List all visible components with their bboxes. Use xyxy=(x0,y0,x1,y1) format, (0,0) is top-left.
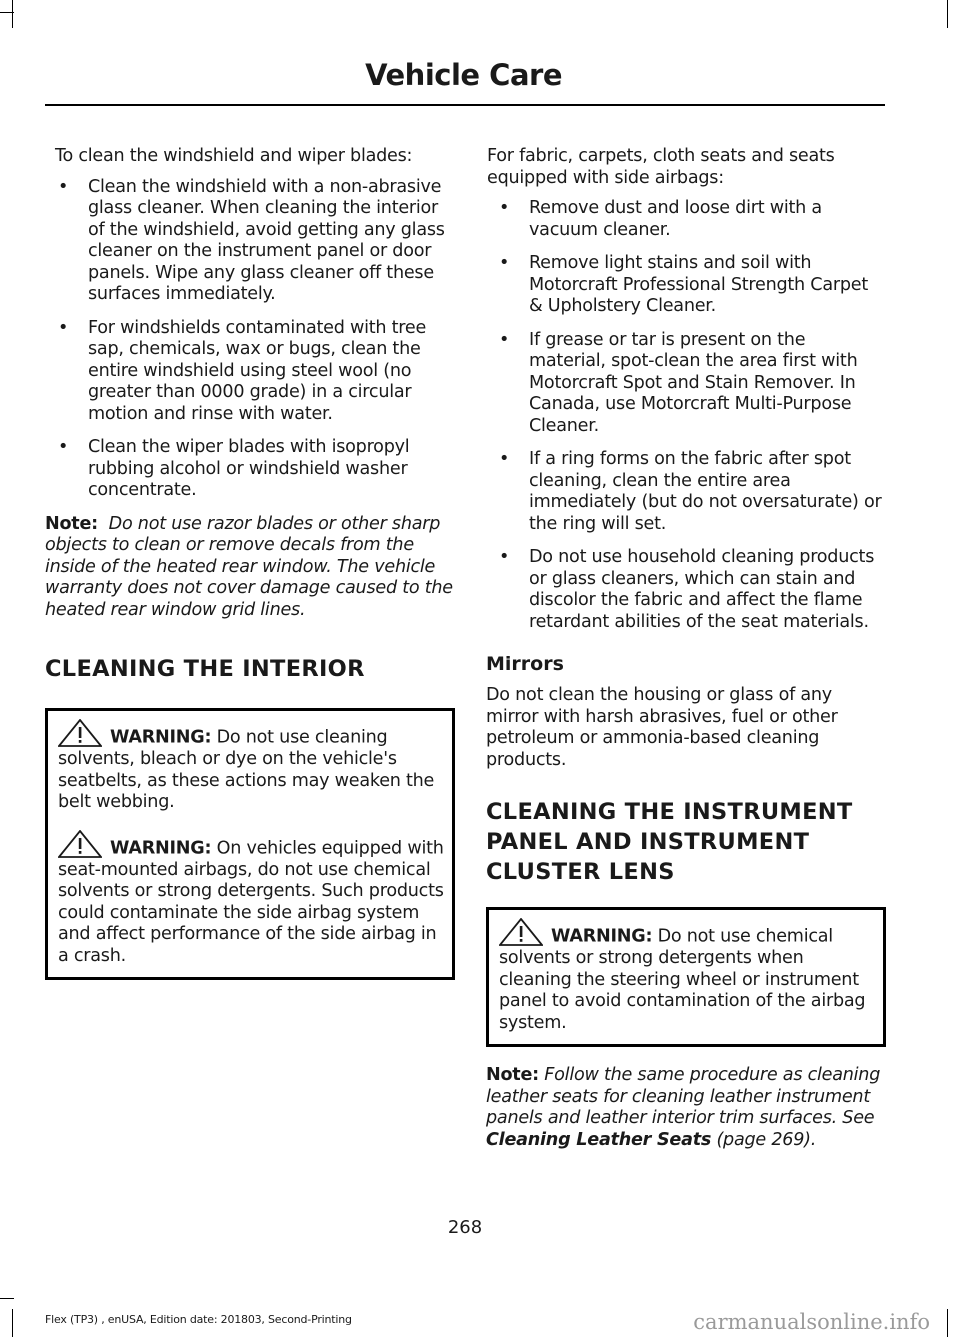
crop-mark xyxy=(12,1309,13,1337)
bullet-icon: • xyxy=(499,253,510,273)
right-column xyxy=(486,146,886,1151)
page-number: 268 xyxy=(447,1217,483,1238)
page-title: Vehicle Care xyxy=(365,58,562,92)
fabric-bullet-list xyxy=(486,198,886,633)
list-item: • Remove light stains and soil with Motorcraft Professional Strength Carpet & Upholstery Cleaner. xyxy=(499,253,868,316)
rear-window-note: Note: Do not use razor blades or other sharp objects to clean or remove decals from the inside of the heated rear window. The vehicle warranty does not cover damage caused to the heated rear window grid lines. xyxy=(45,513,453,620)
warning-item: WARNING: On vehicles equipped with seat-mounted airbags, do not use chemical solvents or strong detergents. Such products could contaminate the side airbag system and affect performance of the side airbag in a crash. xyxy=(58,832,444,968)
list-item: • If a ring forms on the fabric after spot cleaning, clean the entire area immediately (but do not oversaturate) or the ring will set. xyxy=(499,449,882,534)
list-item: • Do not use household cleaning products or glass cleaners, which can stain and discolor the fabric and affect the flame retardant abilities of the seat materials. xyxy=(499,547,875,632)
bullet-icon: • xyxy=(499,547,510,567)
leather-note: Note: Follow the same procedure as cleaning leather seats for cleaning leather instrument panels and leather interior trim surfaces. See Cleaning Leather Seats (page 269). xyxy=(486,1065,881,1150)
list-item: • Clean the wiper blades with isopropyl rubbing alcohol or windshield washer concentrate. xyxy=(58,437,410,500)
windshield-bullet-list xyxy=(45,177,455,502)
warning-box xyxy=(486,907,886,1047)
crop-mark xyxy=(0,1298,14,1299)
windshield-intro: To clean the windshield and wiper blades: xyxy=(55,146,413,166)
cross-reference-link[interactable]: Cleaning Leather Seats xyxy=(486,1129,712,1150)
crop-mark xyxy=(947,0,948,28)
mirrors-text: Do not clean the housing or glass of any mirror with harsh abrasives, fuel or other petroleum or ammonia-based cleaning products. xyxy=(486,685,838,770)
bullet-icon: • xyxy=(58,437,69,457)
bullet-icon: • xyxy=(499,198,510,218)
crop-mark xyxy=(0,12,14,13)
warning-box xyxy=(45,708,455,980)
section-heading-instrument-panel: CLEANING THE INSTRUMENT PANEL AND INSTRUMENT CLUSTER LENS xyxy=(486,799,853,885)
bullet-icon: • xyxy=(499,329,510,350)
crop-mark xyxy=(947,1309,948,1337)
warning-item: WARNING: Do not use chemical solvents or strong detergents when cleaning the steering wheel or instrument panel to avoid contamination of the airbag system. xyxy=(499,920,875,1034)
list-item: • For windshields contaminated with tree sap, chemicals, wax or bugs, clean the entire windshield using steel wool (no greater than 0000 grade) in a circular motion and rinse with water. xyxy=(58,317,427,424)
warning-item: WARNING: Do not use cleaning solvents, bleach or dye on the vehicle's seatbelts, as these actions may weaken the belt webbing. xyxy=(58,721,444,814)
watermark: carmanualsonline.info xyxy=(693,1310,930,1334)
mirrors-heading: Mirrors xyxy=(486,653,564,675)
bullet-icon: • xyxy=(499,449,510,469)
warning-triangle-icon xyxy=(499,918,543,946)
crop-mark xyxy=(12,0,13,28)
left-column xyxy=(45,146,455,980)
footer-edition-info: Flex (TP3) , enUSA, Edition date: 201803, Second-Printing xyxy=(45,1313,352,1326)
fabric-intro: For fabric, carpets, cloth seats and seats equipped with side airbags: xyxy=(487,146,835,188)
section-heading-cleaning-interior: CLEANING THE INTERIOR xyxy=(45,656,365,682)
bullet-icon: • xyxy=(58,176,69,197)
list-item: • If grease or tar is present on the material, spot-clean the area first with Motorcraft Spot and Stain Remover. In Canada, use Motorcraft Multi-Purpose Cleaner. xyxy=(499,329,858,436)
list-item: • Remove dust and loose dirt with a vacuum cleaner. xyxy=(499,198,822,240)
warning-triangle-icon xyxy=(58,719,102,747)
header-divider xyxy=(45,104,885,106)
warning-triangle-icon xyxy=(58,830,102,858)
bullet-icon: • xyxy=(58,317,69,338)
list-item: • Clean the windshield with a non-abrasive glass cleaner. When cleaning the interior of the windshield, avoid getting any glass cleaner on the instrument panel or door panels. Wipe any glass cleaner off these surfaces immediately. xyxy=(58,176,445,304)
